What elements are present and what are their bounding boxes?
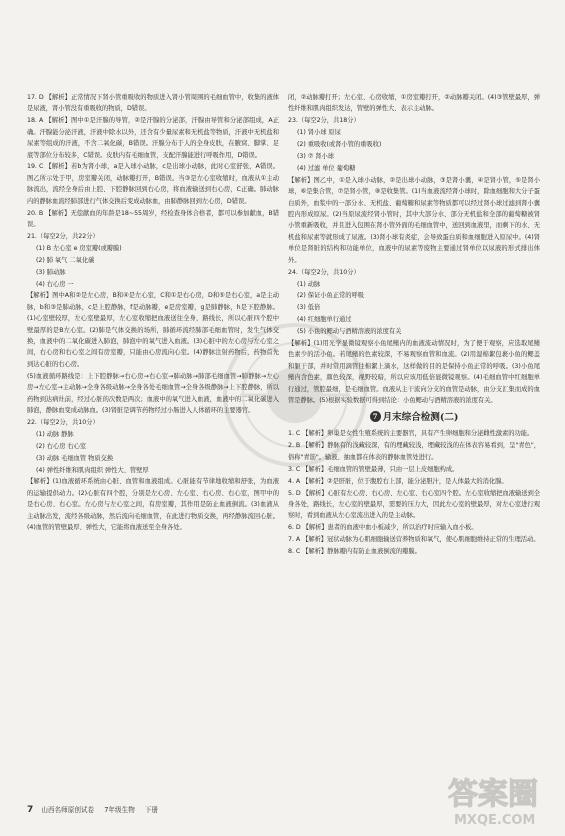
watermark-text: 答案圈 [448, 777, 538, 812]
answer-paragraph: (4) 过滤 单位 葡萄糖 [297, 164, 356, 172]
answer-paragraph: (4) 红细胞单行通过 [297, 316, 352, 324]
watermark-subtext: MXQE.COM [454, 813, 536, 828]
answer-paragraph: (3) 肺动脉 [36, 268, 66, 276]
right-column [288, 92, 540, 558]
answer-item: 1. C 【解析】卵巢是女性生殖系统的主要器官，具有产生卵细胞和分泌雌性激素的功能。 [288, 430, 534, 438]
answer-item: 7. A 【解析】冠状动脉为心肌细胞输送营养物质和氧气，使心肌细胞维持正常的生理活动。 [288, 536, 540, 544]
answer-paragraph: (3) 低倍 [297, 304, 321, 312]
answer-paragraph: 【解析】图中A和②是左心房，B和④是左心室，C和①是右心房，D和⑤是右心室，a是主动脉，b和③是肺动脉，c是上腔静脉，f是动脉瓣，e是房室瓣，g是肺静脉，h是下腔静脉。(1)心室壁较厚，左心室壁最厚，左心室收缩把血液送往全身，路线长，所以心脏四个腔中壁最厚的是B左心室。(2)肺是气体交换的场所，肺循环流经肺部毛细血管时，发生气体交换，血液中的二氧化碳进入肺泡，肺泡中的氧气进入血液。(3)心脏中的左心房与左心室之间，右心房和右心室之间有房室瓣，只能由心房流向心室。(4)静脉注射药物后，药物首先到达心脏的右心房。 [27, 292, 279, 368]
section-answers [288, 428, 540, 557]
answer-item: 4. A 【解析】②是肝脏，位于腹腔右上部，能分泌胆汁，是人体最大的消化腺。 [288, 477, 508, 485]
answer-item: 6. D 【解析】患者的血液中血小板减少，所以治疗时应输入血小板。 [288, 524, 478, 532]
left-column [27, 92, 279, 534]
section-number-badge: 7 [370, 411, 381, 422]
answer-paragraph: 【解析】(1)血液循环系统由心脏、血管和血液组成。心脏能有节律地收缩和舒张，为血液的运输提供动力。(2)心脏有四个腔，分别是左心房、左心室、右心房、右心室，图甲中的是右心房、右心室。左心房与左心室之间，有房室瓣，其作用是防止血液倒流。(3)血液从主动脉出发，流经各级动脉，然后流向毛细血管，在此进行物质交换，再经静脉流回心脏。(4)血管的管壁最厚、弹性大，它能将血液送至全身各处。 [27, 478, 279, 532]
answer-paragraph: (4) 弹性纤维和肌肉组织 弹性大、管壁厚 [36, 466, 149, 474]
answer-paragraph: (3) ⑦ 肾小球 [297, 153, 335, 161]
answer-paragraph: 【解析】(1)用光学显微镜观察小鱼尾鳍内的血液流动情况时，为了便于观察，应选取尾鳍色素少的活小鱼。若尾鳍的色素较深，不易观察血管和血流。(2)用湿棉絮包裹小鱼的鳃盖和躯干部，并时常用滴管往棉絮上滴水，这样做的目的是保持小鱼正常的呼吸。(3)小鱼尾鳍内含色素，颜色较深，视野较暗，所以应该用低倍显微镜观察。(4)毛细血管中红细胞单行通过，管腔最细，是毛细血管。血液从主干流向分支的血管是动脉，由分支汇集而成的血管是静脉。(5)根据实验数据可得到结论：小鱼鳃动与酒精溶液的浓度有关。 [288, 340, 540, 405]
section-heading [288, 411, 540, 424]
page-number: 7 [27, 805, 34, 815]
answer-paragraph: (2) 右心房 右心室 [36, 442, 87, 450]
answer-paragraph: (2) 保证小鱼正常的呼吸 [297, 292, 364, 300]
answer-paragraph: 17. D 【解析】正常情况下肾小管重吸收的物质进入肾小管周围的毛细血管中，收集的液体是尿液，肾小管没有重吸收的物质，D错误。 [27, 94, 279, 113]
answer-paragraph: 【解析】图乙中，①是入球小动脉，②是出球小动脉，③是肾小囊，④是肾小管，⑤是肾小球，⑥是集合管，⑦是肾小管，⑧是收集管。(1)当血液流经肾小球时，除血细胞和大分子蛋白质外，血浆中的一部分水、无机盐、葡萄糖和尿素等物质都可以经过肾小球过滤到肾小囊腔内形成原尿。(2)当原尿流经肾小管时，其中大部分水、部分无机盐和全部的葡萄糖被肾小管重新吸收，并且进入包围在肾小管外面的毛细血管中，送回到血液里，而剩下的水、无机盐和尿素等就形成了尿液。(3)肾小球有炎症，会导致蛋白质和血细胞进入原尿中。(4)肾单位是肾脏的结构和功能单位，血液中的尿素等废物主要通过肾单位以尿液的形式排出体外。 [288, 176, 540, 264]
answer-paragraph: (1) 动脉 静脉 [36, 430, 74, 438]
answer-paragraph: (1) 动脉 [297, 280, 321, 288]
answer-paragraph: (4) 右心房 一 [36, 280, 74, 288]
answer-paragraph: 21.（每空2分，共22分） [27, 232, 99, 240]
grade-subject: 7年级生物 [104, 806, 135, 814]
volume-label: 下册 [144, 806, 159, 814]
section-title: 月末综合检测(二) [382, 412, 459, 424]
answer-paragraph: 闭，②动脉瓣打开；左心室、心房收缩，①房室瓣打开，②动脉瓣关闭。(4)③管壁最厚，弹性纤维和肌肉组织发达，管壁的弹性大、表示主动脉。 [288, 94, 540, 113]
answer-paragraph: 19. C 【解析】若b为肾小球，a是入球小动脉，c是出球小动脉，此时心室舒张，A错误。图乙所示处于甲，房室瓣关闭，动脉瓣打开，B错误。当③是左心室收缩时，血液从①主动脉流出，流经全身后由上腔、下腔静脉回到右心房，将血液输送到右心房，C正确。肺动脉内的静脉血流经肺部进行气体交换后变成动脉血，由肺静脉回到左心房，D错误。 [27, 163, 279, 205]
answer-paragraph: 23.（每空2分，共18分） [288, 117, 360, 125]
answer-paragraph: (2) 肺 氧气 二氧化碳 [36, 256, 95, 264]
answer-paragraph: 20. B 【解析】无偿献血的年龄是18~55周岁，经检查身体合格者，都可以参加献血，B错误。 [27, 209, 279, 228]
answer-item: 2. B 【解析】静脉有的浅藏较深，有的埋藏较浅，埋藏较浅的在体表容易看到，呈"青色"，俗称"青筋"。输液、抽血都在体表的静脉血管处进行。 [288, 442, 540, 461]
answer-paragraph: 24.（每空2分，共10分） [288, 268, 360, 276]
answer-paragraph: (3) 动脉 毛细血管 物质交换 [36, 454, 114, 462]
answer-paragraph: 22.（每空2分，共10分） [27, 418, 99, 426]
right-column-answers [288, 92, 540, 406]
answer-paragraph: 18. A 【解析】图中①是汗腺的导管，②是汗腺的分泌部，汗腺由导管和分泌部组成，A正确。汗腺能分泌汗液，汗液中除水以外，还含有少量尿素和无机盐等物质，汗液中无机盐和尿素等组成的汗液，不含二氧化碳，B错误。汗腺分布于人的全身皮肤，在腋窝、脚掌、足底等部位分布较多，C错误。皮肤内有毛细血管，支配汗腺能进行呼吸作用，D错误。 [27, 117, 279, 159]
answer-item: 8. C 【解析】静脉瓣内有防止血液倒流的瓣膜。 [288, 548, 421, 556]
answer-paragraph: (1) 肾小球 原尿 [297, 129, 341, 137]
watermark-logo [444, 768, 559, 830]
answer-item: 3. C 【解析】毛细血管的管壁最薄，只由一层上皮细胞构成。 [288, 465, 459, 473]
answer-paragraph: (5)血液循环路线是：上下腔静脉→右心房→右心室→肺动脉→肺部毛细血管→肺静脉→左心房→左心室→主动脉→全身各级动脉→全身各处毛细血管→全身各级静脉→上下腔静脉，所以药物到达病灶前，经过心脏的次数是两次；血液中的氧气进入血液，血液中的二氧化碳进入肺泡，静脉血变成动脉血。(3)肾脏是调节药物经过小肠进入人体循环的主要器官。 [27, 372, 279, 414]
answer-paragraph: (5) 小鱼的鳃动与酒精溶液的浓度有关 [297, 328, 402, 336]
series-name: 山西名师原创试卷 [41, 806, 95, 814]
answer-paragraph: (2) 重吸收(或肾小管的重吸收) [297, 141, 382, 149]
answer-paragraph: (1) B 左心室 e 房室瓣(或瓣膜) [36, 244, 122, 252]
answer-item: 5. D 【解析】心脏有左心房、右心房、左心室、右心室四个腔。左心室收缩把血液输送到全身各处，路线长，左心室的壁最厚，需要的压力大，因此左心室的壁最厚，对左心室进行观察时，看到血液从左心室流出进入的是主动脉。 [288, 489, 540, 520]
page-footer [27, 804, 166, 815]
